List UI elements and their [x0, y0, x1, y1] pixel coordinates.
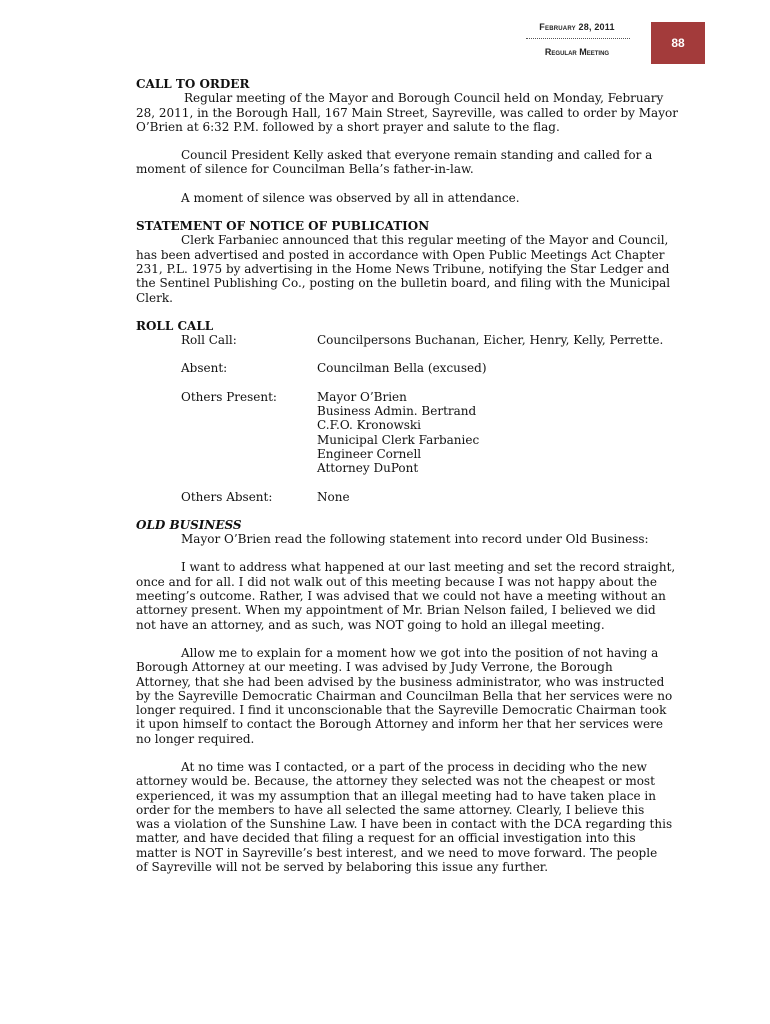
others-present-item: Municipal Clerk Farbaniec — [317, 432, 480, 447]
text-line: Attorney, that she had been advised by the business administrator, who was instructed — [136, 674, 665, 689]
call-to-order-para-2 — [136, 148, 701, 177]
section-heading-roll-call: ROLL CALL — [136, 318, 214, 333]
others-present-row — [136, 390, 701, 404]
statement-para-3 — [136, 760, 701, 874]
text-line: 231, P.L. 1975 by advertising in the Home News Tribune, notifying the Star Ledger and — [136, 261, 670, 276]
text-line: At no time was I contacted, or a part of the process in deciding who the new — [181, 759, 647, 774]
text-line: matter, and have decided that filing a request for an official investigation into this — [136, 831, 636, 846]
text-line: not have an attorney, and as such, was NOT going to hold an illegal meeting. — [136, 617, 605, 632]
header-rule — [526, 38, 630, 39]
document-body — [136, 77, 701, 874]
notice-paragraph — [136, 233, 701, 304]
text-line: it upon himself to contact the Borough Attorney and inform her that her services were — [136, 717, 663, 732]
text-line: no longer required. — [136, 731, 255, 746]
text-line: longer required. I find it unconscionable that the Sayreville Democratic Chairman took — [136, 703, 667, 718]
roll-call-value: Councilpersons Buchanan, Eicher, Henry, Kelly, Perrette. — [317, 333, 664, 348]
others-present-item: Engineer Cornell — [317, 446, 422, 461]
text-line: of Sayreville will not be served by belaboring this issue any further. — [136, 860, 549, 875]
text-line: O’Brien at 6:32 P.M. followed by a short prayer and salute to the flag. — [136, 119, 560, 134]
others-present-item: Attorney DuPont — [317, 461, 419, 476]
page-number-box: 88 — [651, 22, 705, 64]
text-line: order for the members to have all selected the same attorney. Clearly, I believe this — [136, 802, 645, 817]
text-line: has been advertised and posted in accordance with Open Public Meetings Act Chapter — [136, 247, 665, 262]
text-line: attorney would be. Because, the attorney they selected was not the cheapest or most — [136, 774, 655, 789]
absent-row — [136, 361, 701, 375]
section-heading-notice: STATEMENT OF NOTICE OF PUBLICATION — [136, 219, 430, 234]
section-heading-call-to-order: CALL TO ORDER — [136, 77, 250, 91]
text-line: matter is NOT in Sayreville’s best interest, and we need to move forward. The people — [136, 845, 658, 860]
text-line: once and for all. I did not walk out of this meeting because I was not happy about the — [136, 574, 657, 589]
text-line: Clerk Farbaniec announced that this regular meeting of the Mayor and Council, — [181, 233, 669, 248]
header-meeting-type: Regular Meeting — [544, 47, 610, 57]
others-present-item: C.F.O. Kronowski — [317, 418, 422, 433]
call-to-order-para-3: A moment of silence was observed by all in attendance. — [181, 190, 520, 205]
text-line: moment of silence for Councilman Bella’s father-in-law. — [136, 162, 474, 177]
roll-call-row — [136, 333, 701, 347]
text-line: meeting’s outcome. Rather, I was advised that we could not have a meeting without an — [136, 589, 666, 604]
roll-call-label: Roll Call: — [181, 333, 237, 348]
text-line: Clerk. — [136, 290, 173, 305]
absent-label: Absent: — [181, 361, 228, 376]
others-absent-row — [136, 490, 701, 504]
text-line: Borough Attorney at our meeting. I was advised by Judy Verrone, the Borough — [136, 660, 613, 675]
text-line: experienced, it was my assumption that an illegal meeting had to have taken place in — [136, 788, 656, 803]
text-line: I want to address what happened at our last meeting and set the record straight, — [181, 560, 676, 575]
header-date: February 28, 2011 — [539, 22, 615, 32]
text-line: Council President Kelly asked that everyone remain standing and called for a — [181, 148, 653, 163]
section-heading-old-business: OLD BUSINESS — [136, 517, 242, 532]
others-present-item: Mayor O’Brien — [317, 389, 407, 404]
text-line: was a violation of the Sunshine Law. I have been in contact with the DCA regarding this — [136, 817, 673, 832]
others-absent-label: Others Absent: — [181, 489, 273, 504]
text-line: 28, 2011, in the Borough Hall, 167 Main Street, Sayreville, was called to order by Mayor — [136, 105, 678, 120]
statement-para-2 — [136, 646, 701, 746]
call-to-order-para-1 — [136, 91, 701, 134]
text-line: Allow me to explain for a moment how we got into the position of not having a — [181, 645, 659, 660]
text-line: attorney present. When my appointment of Mr. Brian Nelson failed, I believed we did — [136, 603, 656, 618]
others-present-label: Others Present: — [181, 389, 277, 404]
others-absent-value: None — [317, 489, 350, 504]
text-line: the Sentinel Publishing Co., posting on the bulletin board, and filing with the Municipal — [136, 276, 671, 291]
others-present-item: Business Admin. Bertrand — [317, 404, 477, 419]
text-line: Regular meeting of the Mayor and Borough Council held on Monday, February — [184, 91, 664, 106]
statement-para-1 — [136, 560, 701, 631]
old-business-intro: Mayor O’Brien read the following statement into record under Old Business: — [181, 532, 649, 547]
text-line: by the Sayreville Democratic Chairman and Councilman Bella that her services were no — [136, 688, 673, 703]
absent-value: Councilman Bella (excused) — [317, 361, 487, 376]
